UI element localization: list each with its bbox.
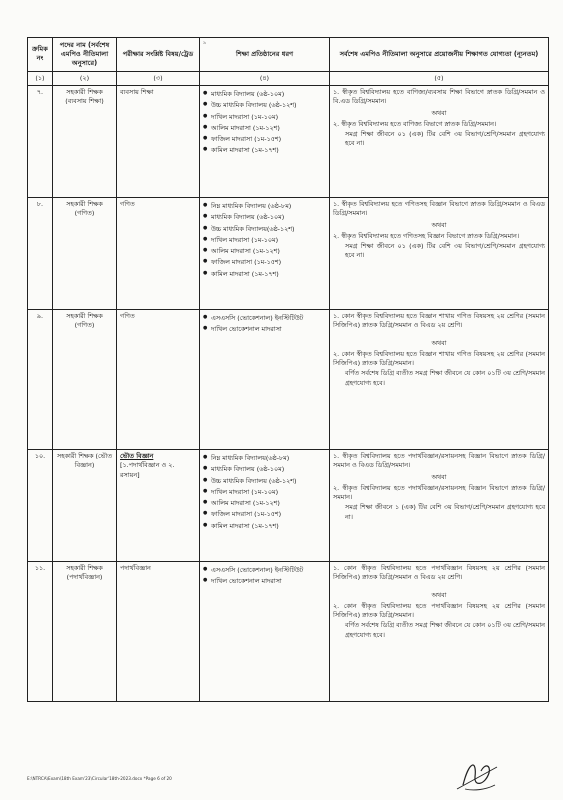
- institution-item: ● আলিম মাদরাসা (১ম-১২শ): [203, 124, 326, 133]
- table-row: [28, 449, 549, 561]
- col-number: (৩): [117, 71, 200, 85]
- row-post: সহকারী শিক্ষক (পদার্থবিজ্ঞান): [53, 561, 117, 701]
- qualification-note: বর্ণিত সর্বশেষ ডিগ্রি ব্যতীত সমগ্র শিক্ষা জীবনে যে কোন ০১টি ৩য় শ্রেণি/সমমান গ্রহণযোগ্য হবে।: [345, 621, 545, 639]
- institution-item: ● মাধ্যমিক বিদ্যালয় (৬ষ্ঠ-১০ম): [203, 465, 326, 474]
- institution-item: ● কামিল মাদরাসা (১ম-১৭শ): [203, 522, 326, 531]
- footer-file-path: E:\NTRCA\Exam\18th Exam'23\Circular'18th-2023.docx *Page 6 of 20: [27, 776, 172, 781]
- row-serial: ৮.: [28, 197, 53, 309]
- qualification-option-1: ১. স্বীকৃত বিশ্ববিদ্যালয় হতে বাণিজ্য/ব্যবসায় শিক্ষা বিভাগে স্নাতক ডিগ্রি/সমমান ও বি.এড ডিগ্রি/সমমান।: [333, 87, 545, 106]
- or-separator: অথবা: [431, 220, 447, 229]
- institution-item: ● ফাজিল মাদরাসা (১ম-১৫শ): [203, 135, 326, 144]
- qualification-option-2: ২. স্বীকৃত বিশ্ববিদ্যালয় হতে পদার্থবিজ্ঞান/রসায়নসহ বিজ্ঞান বিভাগে স্নাতক ডিগ্রি/সমমান।: [333, 483, 545, 502]
- qualification-option-2: ২. কোন স্বীকৃত বিশ্ববিদ্যালয় হতে বিজ্ঞান শাখায় গণিত বিষয়সহ ২য় শ্রেণির (সমমান সিজিপিএ) স্নাতক ডিগ্রি/সমমান।: [333, 349, 545, 368]
- table-row: [28, 197, 549, 309]
- col-number: (৫): [330, 71, 549, 85]
- col-number: (২): [53, 71, 117, 85]
- or-separator: অথবা: [431, 472, 447, 481]
- institution-item: ● এসএসসি (ভোকেশনাল) ইনস্টিটিউট: [203, 566, 326, 575]
- qualification-note: সমগ্র শিক্ষা জীবনে ১ (এক) টির বেশি ৩য় বিভাগ/শ্রেণি/সমমান গ্রহণযোগ্য হবে না।: [345, 503, 545, 521]
- row-institutions: [200, 309, 330, 449]
- institution-item: ● উচ্চ মাধ্যমিক বিদ্যালয়(৬ষ্ঠ-১২শ): [203, 225, 326, 234]
- institution-item: ● দাখিল ভোকেশনাল মাদরাসা: [203, 325, 326, 334]
- row-post: সহকারী শিক্ষক (ব্যবসায় শিক্ষা): [53, 85, 117, 197]
- institution-item: ● মাধ্যমিক বিদ্যালয় (৬ষ্ঠ-১০ম): [203, 90, 326, 99]
- institution-item: ● দাখিল মাদরাসা (১ম-১০ম): [203, 488, 326, 497]
- row-subject: পদার্থবিজ্ঞান: [117, 561, 200, 701]
- row-post: সহকারী শিক্ষক (গণিত): [53, 197, 117, 309]
- table-header-row: [28, 38, 549, 72]
- qualification-option-2: ২. কোন স্বীকৃত বিশ্ববিদ্যালয় হতে পদার্থবিজ্ঞান বিষয়সহ ২য় শ্রেণির (সমমান সিজিপিএ) স্নাতক ডিগ্রি/সমমান।: [333, 601, 545, 620]
- row-institutions: [200, 449, 330, 561]
- row-post: সহকারী শিক্ষক (ভৌত বিজ্ঞান): [53, 449, 117, 561]
- row-qualification: [330, 309, 549, 449]
- qualification-note: সমগ্র শিক্ষা জীবনে ০১ (এক) টির বেশি ৩য় বিভাগ/শ্রেণি/সমমান গ্রহণযোগ্য হবে না।: [345, 242, 545, 260]
- row-serial: ৯.: [28, 309, 53, 449]
- header-subject: পরীক্ষার সংশ্লিষ্ট বিষয়/ট্রেড: [117, 38, 200, 72]
- qualification-table: [27, 37, 549, 702]
- header-qualification: সর্বশেষ এমপিও নীতিমালা অনুসারে প্রয়োজনীয় শিক্ষাগত যোগ্যতা (ন্যূনতম): [330, 38, 549, 72]
- table-row: [28, 85, 549, 197]
- table-row: [28, 309, 549, 449]
- row-subject-title: ভৌত বিজ্ঞান: [120, 451, 154, 460]
- row-subject: [117, 449, 200, 561]
- col-number: (১): [28, 71, 53, 85]
- qualification-option-1: ১. স্বীকৃত বিশ্ববিদ্যালয় হতে গণিতসহ বিজ্ঞান বিভাগে স্নাতক ডিগ্রি/সমমান ও বিএড ডিগ্রি/সমমান।: [333, 199, 545, 218]
- qualification-option-1: ১. স্বীকৃত বিশ্ববিদ্যালয় হতে পদার্থবিজ্ঞান/রসায়নসহ বিজ্ঞান বিভাগে স্নাতক ডিগ্রি/সমমান ও বিএড ডিগ্রি/সমমান।: [333, 451, 545, 470]
- row-institutions: [200, 85, 330, 197]
- institution-item: ● ফাজিল মাদরাসা (১ম-১৫শ): [203, 510, 326, 519]
- or-separator: অথবা: [431, 108, 447, 117]
- or-separator: অথবা: [431, 338, 447, 347]
- or-separator: অথবা: [431, 590, 447, 599]
- signature-mark: [455, 755, 500, 793]
- institution-item: ● ফাজিল মাদরাসা (১ম-১৫শ): [203, 258, 326, 267]
- header-post: পদের নাম (সর্বশেষ এমপিও নীতিমালা অনুসারে): [53, 38, 117, 72]
- row-qualification: [330, 85, 549, 197]
- qualification-option-1: ১. কোন স্বীকৃত বিশ্ববিদ্যালয় হতে বিজ্ঞান শাখায় গণিত বিষয়সহ ২য় শ্রেণির (সমমান সিজিপিএ) স্নাতক ডিগ্রি/সমমান ও বিএড ২য় শ্রেণি।: [333, 311, 545, 330]
- institution-item: ● এসএসসি (ভোকেশনাল) ইনস্টিটিউট: [203, 314, 326, 323]
- institution-item: ● দাখিল মাদরাসা (১ম-১০ম): [203, 236, 326, 245]
- row-subject: গণিত: [117, 197, 200, 309]
- qualification-note: সমগ্র শিক্ষা জীবনে ০১ (এক) টির বেশি ৩য় বিভাগ/শ্রেণি/সমমান গ্রহণযোগ্য হবে না।: [345, 130, 545, 148]
- institution-item: ● উচ্চ মাধ্যমিক বিদ্যালয় (৬ষ্ঠ-১২শ): [203, 101, 326, 110]
- row-institutions: [200, 197, 330, 309]
- qualification-option-1: ১. কোন স্বীকৃত বিশ্ববিদ্যালয় হতে পদার্থবিজ্ঞান বিষয়সহ ২য় শ্রেণির (সমমান সিজিপিএ) স্নাতক ডিগ্রি/সমমান ও বিএড ২য় শ্রেণি।: [333, 563, 545, 582]
- qualification-option-2: ২. স্বীকৃত বিশ্ববিদ্যালয় হতে গণিতসহ বিজ্ঞান বিভাগে স্নাতক ডিগ্রি/সমমান।: [333, 231, 520, 240]
- institution-item: ● নিম্ন মাধ্যমিক বিদ্যালয় (৬ষ্ঠ-৮ম): [203, 202, 326, 211]
- column-number-row: [28, 71, 549, 85]
- institution-item: ● দাখিল মাদরাসা (১ম-১০ম): [203, 113, 326, 122]
- header-institution: [200, 38, 330, 72]
- institution-item: ● মাধ্যমিক বিদ্যালয় (৬ষ্ঠ-১০ম): [203, 213, 326, 222]
- row-qualification: [330, 449, 549, 561]
- row-subject: গণিত: [117, 309, 200, 449]
- institution-item: ● আলিম মাদরাসা (১ম-১২শ): [203, 499, 326, 508]
- qualification-note: বর্ণিত সর্বশেষ ডিগ্রি ব্যতীত সমগ্র শিক্ষা জীবনে যে কোন ০১টি ৩য় শ্রেণি/সমমান গ্রহণযোগ্য হবে।: [345, 369, 545, 387]
- header-institution-label: শিক্ষা প্রতিষ্ঠানের ধরণ: [235, 49, 294, 58]
- institution-item: ● উচ্চ মাধ্যমিক বিদ্যালয় (৬ষ্ঠ-১২শ): [203, 477, 326, 486]
- row-subject-note: [১.পদার্থবিজ্ঞান ও ২. রসায়ন]: [120, 461, 175, 479]
- row-qualification: [330, 197, 549, 309]
- row-serial: ১০.: [28, 449, 53, 561]
- row-post: সহকারী শিক্ষক (গণিত): [53, 309, 117, 449]
- header-mark: ৯: [203, 40, 207, 46]
- row-qualification: [330, 561, 549, 701]
- qualification-option-2: ২. স্বীকৃত বিশ্ববিদ্যালয় হতে বাণিজ্য বিভাগে স্নাতক ডিগ্রি/সমমান।: [333, 119, 497, 128]
- institution-item: ● কামিল মাদরাসা (১ম-১৭শ): [203, 146, 326, 155]
- institution-item: ● দাখিল ভোকেশনাল মাদরাসা: [203, 577, 326, 586]
- row-subject: ব্যবসায় শিক্ষা: [117, 85, 200, 197]
- institution-item: ● আলিম মাদরাসা (১ম-১২শ): [203, 247, 326, 256]
- institution-item: ● নিম্ন মাধ্যমিক বিদ্যালয়(৬ষ্ঠ-৮ম): [203, 454, 326, 463]
- row-serial: ৭.: [28, 85, 53, 197]
- table-row: [28, 561, 549, 701]
- row-serial: ১১.: [28, 561, 53, 701]
- institution-item: ● কামিল মাদরাসা (১ম-১৭শ): [203, 270, 326, 279]
- row-institutions: [200, 561, 330, 701]
- col-number: (৪): [200, 71, 330, 85]
- header-serial: ক্রমিক নং: [28, 38, 53, 72]
